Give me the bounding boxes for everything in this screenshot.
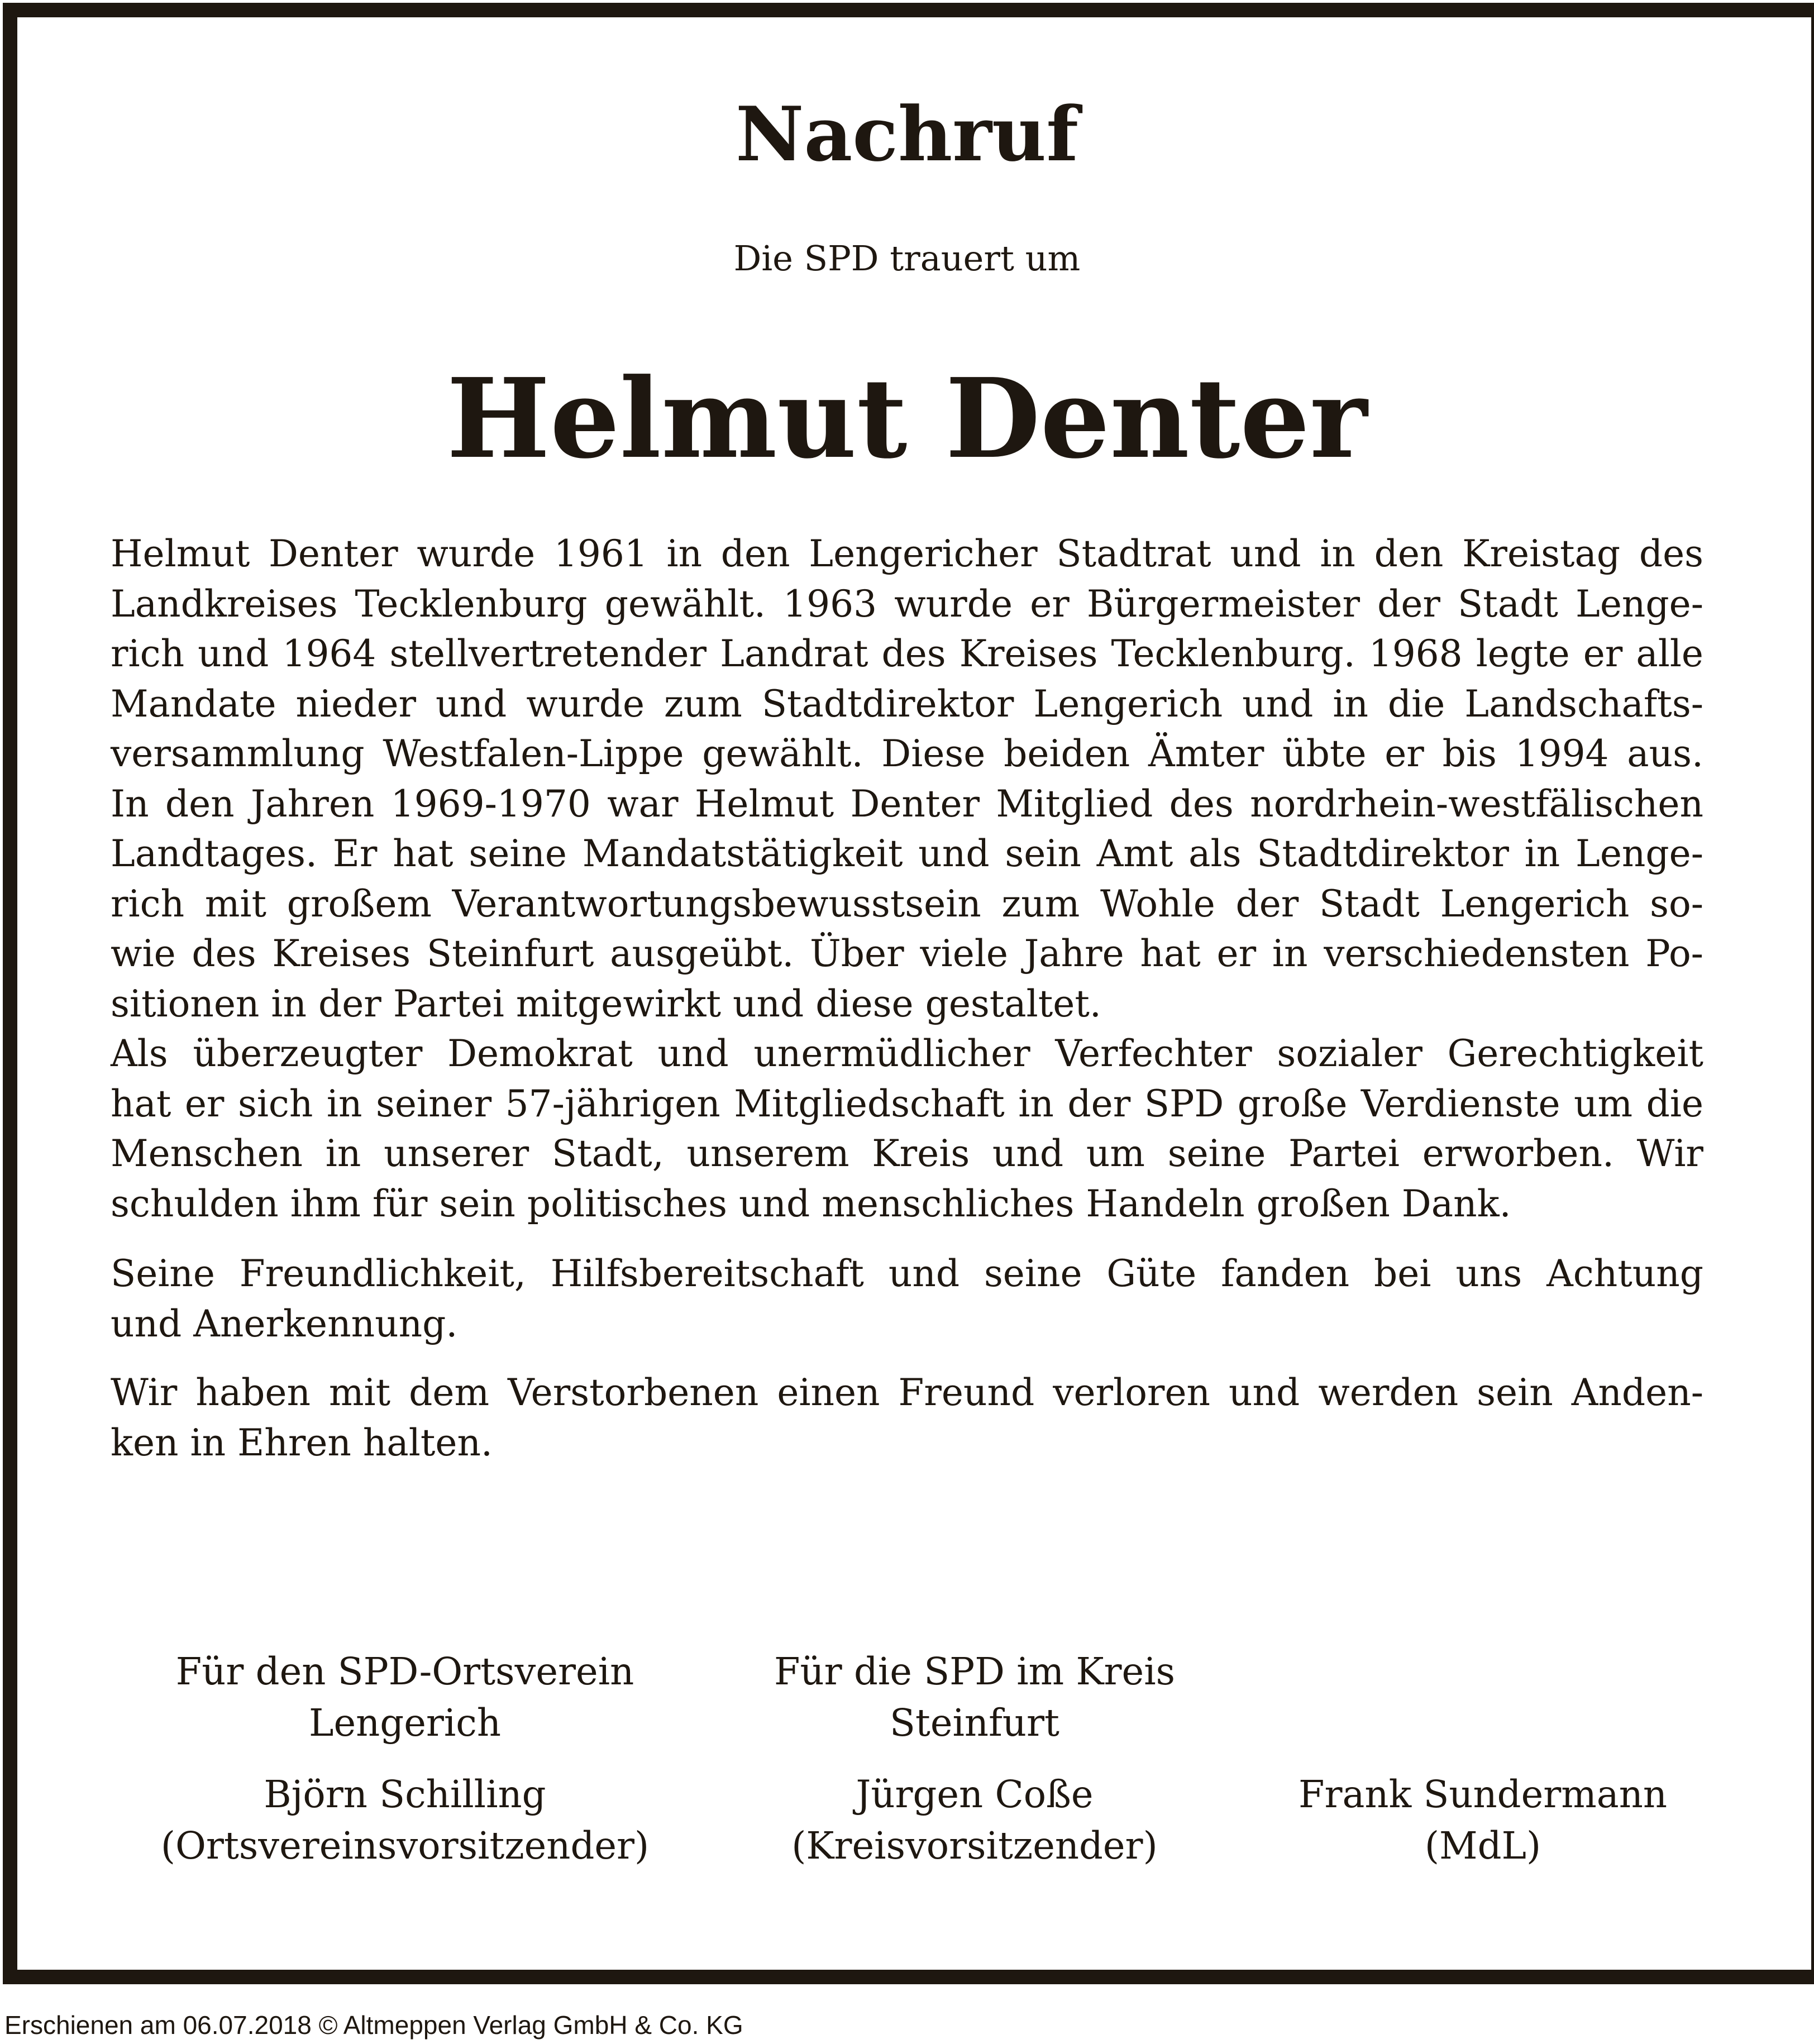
body-line: In den Jahren 1969-1970 war Helmut Denter Mitglied des nordrhein-westfälischen bbox=[111, 782, 1703, 825]
signatory-name: Frank Sundermann bbox=[1298, 1773, 1668, 1816]
signature-org-ortsverein bbox=[151, 1646, 659, 1749]
signature-person-1 bbox=[151, 1769, 659, 1871]
body-line: Als überzeugter Demokrat und unermüdlicher Verfechter sozialer Gerechtigkeit bbox=[111, 1032, 1703, 1075]
signatory-role: (Kreisvorsitzender) bbox=[791, 1824, 1158, 1868]
body-line: Wir haben mit dem Verstorbenen einen Freund verloren und werden sein Anden- bbox=[111, 1371, 1703, 1414]
deceased-name: Helmut Denter bbox=[446, 355, 1368, 483]
intro-line: Die SPD trauert um bbox=[733, 238, 1081, 279]
body-paragraph-2 bbox=[111, 1249, 1703, 1349]
body-line: Menschen in unserer Stadt, unserem Kreis und um seine Partei erworben. Wir bbox=[111, 1132, 1703, 1175]
body-paragraph-3 bbox=[111, 1368, 1703, 1468]
body-line: Mandate nieder und wurde zum Stadtdirektor Lengerich und in die Landschafts- bbox=[111, 682, 1703, 725]
body-line: Landkreises Tecklenburg gewählt. 1963 wurde er Bürgermeister der Stadt Lenge- bbox=[111, 582, 1703, 625]
body-line: sitionen in der Partei mitgewirkt und diese gestaltet. bbox=[111, 982, 1101, 1025]
page-title: Nachruf bbox=[736, 90, 1078, 178]
body-line: schulden ihm für sein politisches und menschliches Handeln großen Dank. bbox=[111, 1182, 1511, 1225]
body-line: rich mit großem Verantwortungsbewusstsein zum Wohle der Stadt Lengerich so- bbox=[111, 882, 1703, 925]
signature-org-kreis bbox=[720, 1646, 1229, 1749]
body-line: und Anerkennung. bbox=[111, 1302, 458, 1345]
body-paragraph-1 bbox=[111, 529, 1703, 1229]
signature-person-2 bbox=[720, 1769, 1229, 1871]
signatory-role: (MdL) bbox=[1424, 1824, 1541, 1868]
body-line: Helmut Denter wurde 1961 in den Lengericher Stadtrat und in den Kreistag des bbox=[111, 532, 1703, 575]
body-line: Seine Freundlichkeit, Hilfsbereitschaft und seine Güte fanden bei uns Achtung bbox=[111, 1252, 1703, 1295]
body-line: wie des Kreises Steinfurt ausgeübt. Über viele Jahre hat er in verschiedensten Po- bbox=[111, 932, 1703, 975]
signature-org-line: Für die SPD im Kreis bbox=[774, 1650, 1176, 1693]
body-line: ken in Ehren halten. bbox=[111, 1421, 493, 1464]
body-line: rich und 1964 stellvertretender Landrat des Kreises Tecklenburg. 1968 legte er alle bbox=[111, 632, 1703, 675]
signature-org-line: Lengerich bbox=[309, 1701, 501, 1745]
signature-org-line: Für den SPD-Ortsverein bbox=[175, 1650, 634, 1693]
body-line: hat er sich in seiner 57-jährigen Mitgliedschaft in der SPD große Verdienste um die bbox=[111, 1082, 1703, 1125]
signature-org-line: Steinfurt bbox=[890, 1701, 1059, 1745]
signatory-role: (Ortsvereinsvorsitzender) bbox=[160, 1824, 650, 1868]
signatory-name: Björn Schilling bbox=[264, 1773, 546, 1816]
signature-person-3 bbox=[1229, 1769, 1737, 1871]
body-line: Landtages. Er hat seine Mandatstätigkeit und sein Amt als Stadtdirektor in Lenge- bbox=[111, 832, 1703, 875]
publication-footer: Erschienen am 06.07.2018 © Altmeppen Verlag GmbH & Co. KG bbox=[4, 2010, 743, 2040]
signatory-name: Jürgen Coße bbox=[856, 1773, 1094, 1816]
body-line: versammlung Westfalen-Lippe gewählt. Diese beiden Ämter übte er bis 1994 aus. bbox=[111, 732, 1703, 775]
